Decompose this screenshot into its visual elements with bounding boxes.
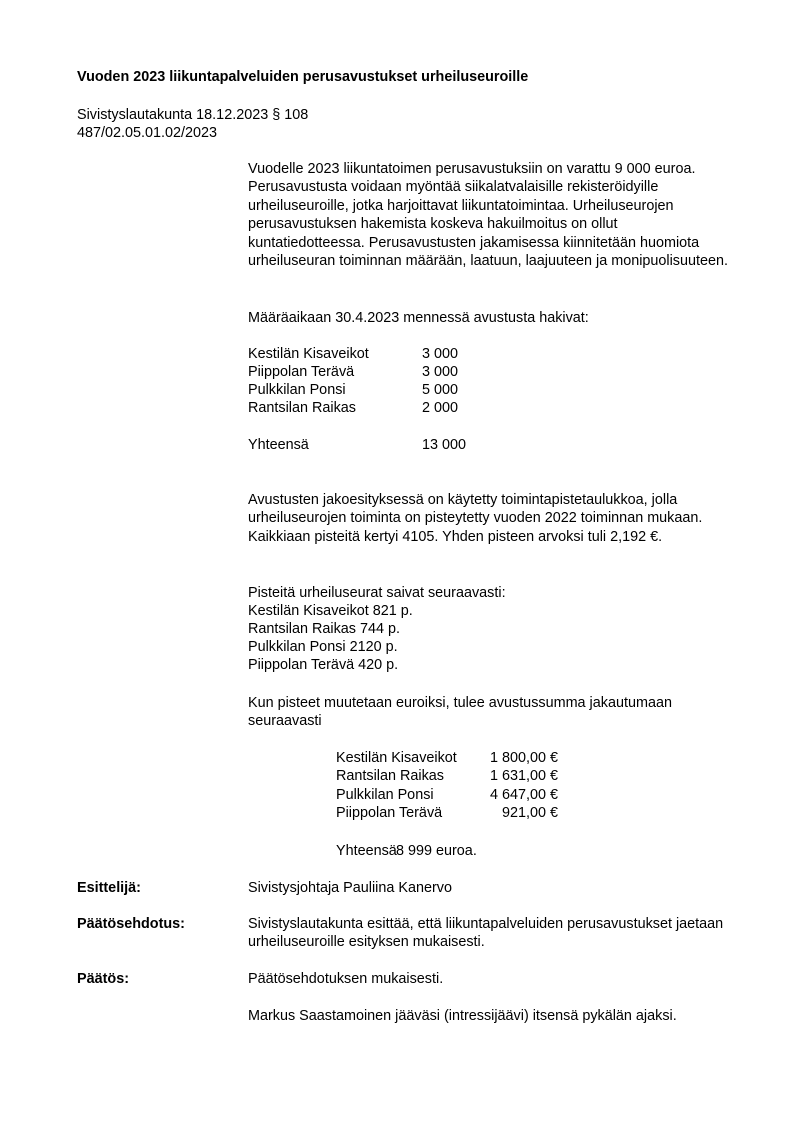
points-item: Pulkkilan Ponsi 2120 p. xyxy=(248,639,398,655)
deadline-text: Määräaikaan 30.4.2023 mennessä avustusta hakivat: xyxy=(248,310,589,326)
points-intro: Pisteitä urheiluseurat saivat seuraavasti: xyxy=(248,585,506,601)
application-name: Piippolan Terävä xyxy=(248,364,355,380)
proposal-label: Päätösehdotus: xyxy=(77,916,185,932)
applications-total-amount: 13 000 xyxy=(422,437,467,453)
meeting-reference: Sivistyslautakunta 18.12.2023 § 108 xyxy=(77,107,309,123)
recusal-note: Markus Saastamoinen jääväsi (intressijäävi) itsensä pykälän ajaksi. xyxy=(248,1008,677,1024)
grant-name: Rantsilan Raikas xyxy=(336,768,444,784)
application-amount: 3 000 xyxy=(422,364,459,380)
grant-amount: 4 647,00 € xyxy=(489,787,558,803)
decision-value: Päätösehdotuksen mukaisesti. xyxy=(248,971,444,987)
presenter-label: Esittelijä: xyxy=(77,880,141,896)
grant-amount: 921,00 € xyxy=(501,805,558,821)
method-paragraph: Avustusten jakoesityksessä on käytetty toimintapistetaulukkoa, jolla urheiluseurojen toiminta on pisteytetty vuoden 2022 toiminnan mukaan. Kaikkiaan pisteitä kertyi 4105. Yhden pisteen arvoksi tuli 2,192 €. xyxy=(248,492,703,545)
applications-total-label: Yhteensä xyxy=(248,437,309,453)
grant-name: Pulkkilan Ponsi xyxy=(336,787,434,803)
conversion-paragraph: Kun pisteet muutetaan euroiksi, tulee avustussumma jakautumaan seuraavasti xyxy=(248,695,672,730)
grants-total-amount: 8 999 euroa. xyxy=(396,843,477,859)
points-item: Piippolan Terävä 420 p. xyxy=(248,657,399,673)
grants-total-label: Yhteensä xyxy=(336,843,397,859)
grant-amount: 1 800,00 € xyxy=(489,750,558,766)
record-id: 487/02.05.01.02/2023 xyxy=(77,125,218,141)
presenter-value: Sivistysjohtaja Pauliina Kanervo xyxy=(248,880,452,896)
grant-name: Piippolan Terävä xyxy=(336,805,443,821)
application-name: Pulkkilan Ponsi xyxy=(248,382,346,398)
grant-amount: 1 631,00 € xyxy=(489,768,558,784)
points-item: Rantsilan Raikas 744 p. xyxy=(248,621,400,637)
decision-label: Päätös: xyxy=(77,971,129,987)
application-amount: 5 000 xyxy=(422,382,459,398)
application-amount: 3 000 xyxy=(422,346,459,362)
application-name: Kestilän Kisaveikot xyxy=(248,346,369,362)
application-amount: 2 000 xyxy=(422,400,459,416)
proposal-value: Sivistyslautakunta esittää, että liikuntapalveluiden perusavustukset jaetaan urheiluseuroille esityksen mukaisesti. xyxy=(248,916,724,951)
points-item: Kestilän Kisaveikot 821 p. xyxy=(248,603,413,619)
grant-name: Kestilän Kisaveikot xyxy=(336,750,457,766)
intro-paragraph: Vuodelle 2023 liikuntatoimen perusavustuksiin on varattu 9 000 euroa. Perusavustusta voidaan myöntää siikalatvalaisille rekisteröidyille urheiluseuroille, jotka harjoittavat liikuntatoimintaa. Urheiluseurojen perusavustuksen hakemista koskeva hakuilmoitus on ollut kuntatiedotteessa. Perusavustusten jakamisessa kiinnitetään huomiota urheiluseuran toiminnan määrään, laatuun, laajuuteen ja monipuolisuuteen. xyxy=(248,161,729,270)
application-name: Rantsilan Raikas xyxy=(248,400,356,416)
document-title: Vuoden 2023 liikuntapalveluiden perusavustukset urheiluseuroille xyxy=(77,69,529,85)
